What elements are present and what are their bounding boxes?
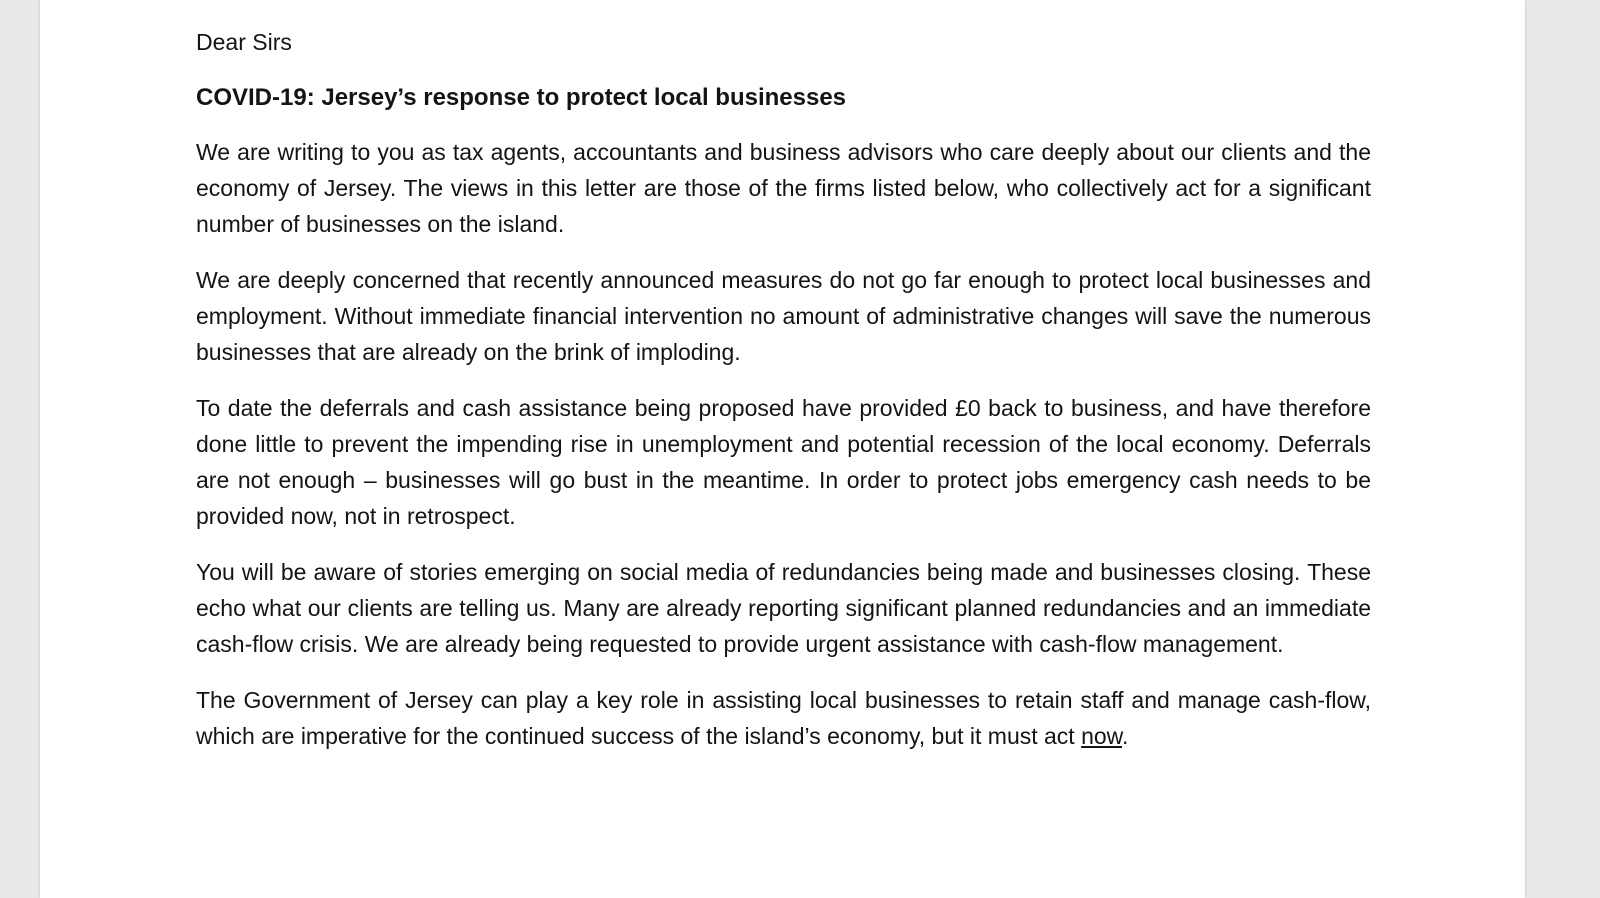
paragraph-4: You will be aware of stories emerging on social media of redundancies being made and businesses closing. These echo what our clients are telling us. Many are already reporting significant planned redundancies and an immediate cash-flow crisis. We are already being requested to provide urgent assistance with cash-flow management. <box>196 559 1371 657</box>
paragraph-1: We are writing to you as tax agents, accountants and business advisors who care deeply about our clients and the economy of Jersey. The views in this letter are those of the firms listed below, who collectively act for a significant number of businesses on the island. <box>196 139 1371 237</box>
paragraph-3: To date the deferrals and cash assistance being proposed have provided £0 back to business, and have therefore done little to prevent the impending rise in unemployment and potential recession of the local economy. Deferrals are not enough – businesses will go bust in the meantime. In order to protect jobs emergency cash needs to be provided now, not in retrospect. <box>196 395 1371 529</box>
paragraph-5-end: . <box>1122 723 1129 749</box>
letter-subject: COVID-19: Jersey’s response to protect local businesses <box>196 84 847 111</box>
letter-body <box>196 24 1371 774</box>
emphasis-now: now <box>1081 723 1123 749</box>
paragraph-5-text: The Government of Jersey can play a key role in assisting local businesses to retain staff and manage cash-flow, which are imperative for the continued success of the island’s economy, but it must act <box>196 687 1371 749</box>
paragraph-2: We are deeply concerned that recently announced measures do not go far enough to protect local businesses and employment. Without immediate financial intervention no amount of administrative changes will save the numerous businesses that are already on the brink of imploding. <box>196 267 1371 365</box>
paragraph-5 <box>196 682 1371 754</box>
salutation: Dear Sirs <box>196 29 292 55</box>
document-page <box>40 0 1525 898</box>
